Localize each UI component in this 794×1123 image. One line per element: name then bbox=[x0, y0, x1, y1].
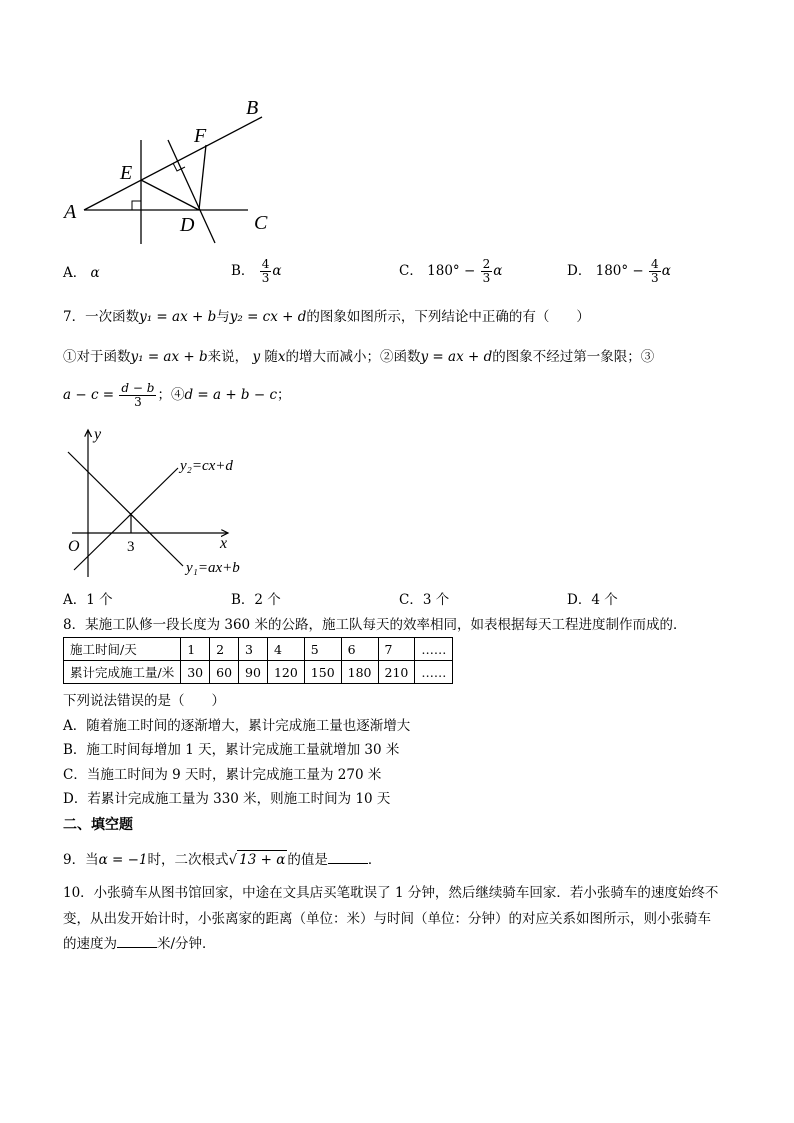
fraction: $\frac{d - b}{3}$ bbox=[121, 381, 155, 409]
table-cell: 30 bbox=[181, 661, 210, 684]
table-cell: 180 bbox=[341, 661, 378, 684]
q6-option-a[interactable]: A． α bbox=[63, 265, 100, 281]
table-cell: …… bbox=[415, 661, 453, 684]
table-cell: …… bbox=[415, 638, 453, 661]
line-y1 bbox=[68, 452, 183, 566]
y-axis-label: y bbox=[94, 426, 102, 443]
fraction: $\frac{2}{3}$ bbox=[482, 257, 491, 285]
segment-DF bbox=[199, 145, 206, 210]
q8-option-d[interactable]: D．若累计完成施工量为 330 米，则施工时间为 10 天 bbox=[63, 791, 391, 807]
label-E: E bbox=[120, 162, 133, 184]
table-cell: 150 bbox=[304, 661, 341, 684]
sqrt-radicand: 13 + α bbox=[239, 852, 286, 868]
q8-option-a[interactable]: A．随着施工时间的逐渐增大，累计完成施工量也逐渐增大 bbox=[63, 718, 411, 734]
table-cell: 3 bbox=[239, 638, 268, 661]
q10-line2: 变，从出发开始计时，小张离家的距离（单位：米）与时间（单位：分钟）的对应关系如图所示，则小张骑车 bbox=[63, 911, 711, 927]
q8-option-b[interactable]: B．施工时间每增加 1 天，累计完成施工量就增加 30 米 bbox=[63, 742, 400, 758]
q7-option-a[interactable]: A．1 个 bbox=[63, 592, 113, 608]
q6-option-c[interactable]: C． 180° − $\frac{2}{3}$ α bbox=[399, 257, 503, 285]
table-row bbox=[64, 661, 453, 684]
geometry-figure bbox=[60, 92, 290, 252]
table-cell: 60 bbox=[210, 661, 239, 684]
q8-stem: 8．某施工队修一段长度为 360 米的公路，施工队每天的效率相同，如表根据每天工程进度制作而成的． bbox=[63, 617, 687, 633]
q10-line1: 10．小张骑车从图书馆回家，中途在文具店买笔耽误了 1 分钟，然后继续骑车回家．若小张骑车的速度始终不 bbox=[63, 885, 719, 901]
right-angle-mark-1 bbox=[132, 201, 141, 210]
q8-question: 下列说法错误的是（ ） bbox=[63, 693, 225, 709]
label-C: C bbox=[254, 212, 268, 234]
segment-ED bbox=[141, 180, 199, 210]
q7-stem: 7．一次函数y₁ = ax + b与y₂ = cx + d的图象如图所示，下列结论中正确的有（ ） bbox=[63, 309, 590, 325]
table-cell: 120 bbox=[267, 661, 304, 684]
x-axis-label: x bbox=[220, 535, 228, 552]
table-cell: 210 bbox=[378, 661, 415, 684]
table-cell: 2 bbox=[210, 638, 239, 661]
label-F: F bbox=[194, 125, 207, 147]
label-A: A bbox=[64, 201, 77, 223]
table-header-cell: 累计完成施工量/米 bbox=[64, 661, 181, 684]
answer-blank[interactable] bbox=[117, 935, 157, 948]
fraction: $\frac{4}{3}$ bbox=[651, 257, 659, 285]
table-cell: 7 bbox=[378, 638, 415, 661]
label-D: D bbox=[180, 214, 195, 236]
q9-stem: 9．当α = −1时，二次根式√ 13 + α 的值是 ． bbox=[63, 852, 382, 868]
q10-line3: 的速度为 米/分钟． bbox=[63, 936, 216, 952]
q8-option-c[interactable]: C．当施工时间为 9 天时，累计完成施工量为 270 米 bbox=[63, 767, 382, 783]
table-cell: 6 bbox=[341, 638, 378, 661]
line-y2 bbox=[74, 468, 178, 570]
fraction: $\frac{4}{3}$ bbox=[261, 257, 270, 285]
q7-conditions-line1: ①对于函数y₁ = ax + b来说， y 随x的增大而减小；②函数y = ax + d的图象不经过第一象限；③ bbox=[63, 349, 655, 365]
q7-option-c[interactable]: C．3 个 bbox=[399, 592, 450, 608]
table-cell: 90 bbox=[239, 661, 268, 684]
q7-option-d[interactable]: D．4 个 bbox=[567, 592, 618, 608]
table-cell: 1 bbox=[181, 638, 210, 661]
q8-progress-table bbox=[63, 637, 453, 684]
q6-option-b[interactable]: B． $\frac{4}{3}$ α bbox=[231, 257, 282, 285]
tick-label-3: 3 bbox=[127, 539, 135, 555]
table-cell: 4 bbox=[267, 638, 304, 661]
q6-option-d[interactable]: D． 180° − $\frac{4}{3}$ α bbox=[567, 257, 671, 285]
label-B: B bbox=[246, 97, 259, 119]
y1-label: y₁=ax+b bbox=[186, 560, 240, 576]
section-title: 二、填空题 bbox=[63, 817, 133, 833]
answer-blank[interactable] bbox=[328, 851, 368, 864]
table-cell: 5 bbox=[304, 638, 341, 661]
table-header-cell: 施工时间/天 bbox=[64, 638, 181, 661]
table-row bbox=[64, 638, 453, 661]
linear-functions-graph bbox=[60, 420, 260, 585]
y2-label: y₂=cx+d bbox=[180, 458, 233, 474]
origin-label: O bbox=[68, 538, 80, 555]
q7-option-b[interactable]: B．2 个 bbox=[231, 592, 281, 608]
q7-conditions-line2: a − c = $\frac{d - b}{3}$ ；④d = a + b − c； bbox=[63, 381, 291, 409]
